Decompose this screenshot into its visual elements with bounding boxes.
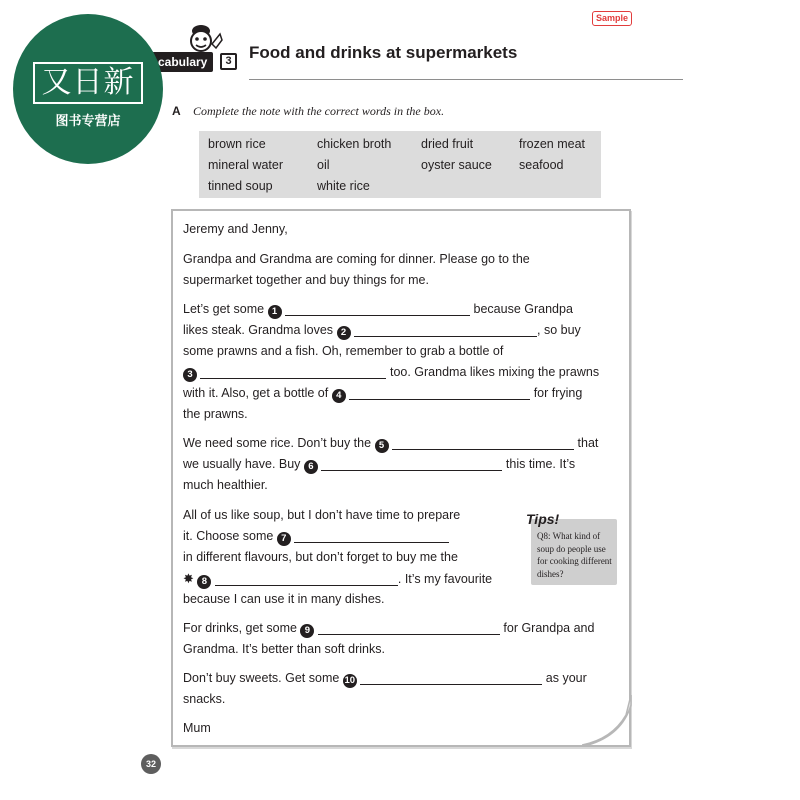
vocabulary-number: 3 bbox=[220, 53, 237, 70]
note-text: for frying bbox=[533, 386, 583, 400]
note-text: this time. It’s bbox=[505, 457, 576, 471]
note-greeting: Jeremy and Jenny, bbox=[183, 222, 288, 236]
star-icon: ✸ bbox=[183, 571, 194, 586]
note-signature: Mum bbox=[183, 721, 211, 735]
note-text: We need some rice. Don’t buy the bbox=[183, 436, 372, 450]
note-line: much healthier. bbox=[183, 478, 268, 492]
instruction-text: Complete the note with the correct words in the box. bbox=[193, 104, 445, 118]
note-text: with it. Also, get a bottle of bbox=[183, 386, 329, 400]
question-number: 1 bbox=[268, 305, 282, 319]
answer-blank-7[interactable] bbox=[294, 530, 449, 543]
note-line bbox=[183, 526, 449, 547]
question-number: 3 bbox=[183, 368, 197, 382]
tips-label: Tips! bbox=[526, 511, 560, 527]
note-line: the prawns. bbox=[183, 407, 248, 421]
note-text: Don’t buy sweets. Get some bbox=[183, 671, 340, 685]
answer-blank-10[interactable] bbox=[360, 672, 542, 685]
answer-blank-6[interactable] bbox=[321, 458, 502, 471]
word-item: tinned soup bbox=[208, 179, 273, 193]
note-line bbox=[183, 299, 573, 320]
logo-mark: 又日新 bbox=[33, 62, 143, 104]
note-line: snacks. bbox=[183, 692, 226, 706]
word-item: dried fruit bbox=[421, 137, 474, 151]
note-text: for Grandpa and bbox=[503, 621, 595, 635]
note-text: likes steak. Grandma loves bbox=[183, 323, 334, 337]
sample-badge: Sample bbox=[592, 11, 632, 26]
note-text: too. Grandma likes mixing the prawns bbox=[389, 365, 600, 379]
note-text: because Grandpa bbox=[473, 302, 573, 316]
answer-blank-8[interactable] bbox=[215, 573, 398, 586]
page-number: 32 bbox=[141, 754, 161, 774]
answer-blank-1[interactable] bbox=[285, 303, 470, 316]
word-item: mineral water bbox=[208, 158, 284, 172]
page-title: Food and drinks at supermarkets bbox=[249, 43, 518, 62]
question-number: 4 bbox=[332, 389, 346, 403]
word-item: oyster sauce bbox=[421, 158, 492, 172]
note-text: For drinks, get some bbox=[183, 621, 297, 635]
store-logo bbox=[13, 14, 163, 164]
note-text: , so buy bbox=[537, 323, 581, 337]
note-line: because I can use it in many dishes. bbox=[183, 592, 385, 606]
note-line bbox=[183, 454, 575, 475]
word-item: white rice bbox=[317, 179, 370, 193]
question-number: 9 bbox=[300, 624, 314, 638]
note-text: as your bbox=[545, 671, 587, 685]
note-text: Let’s get some bbox=[183, 302, 265, 316]
note-line bbox=[183, 433, 598, 454]
word-item: seafood bbox=[519, 158, 564, 172]
note-line bbox=[183, 362, 599, 383]
answer-blank-9[interactable] bbox=[318, 622, 500, 635]
word-item: frozen meat bbox=[519, 137, 586, 151]
word-item: oil bbox=[317, 158, 330, 172]
title-divider bbox=[249, 79, 683, 80]
answer-blank-4[interactable] bbox=[349, 387, 530, 400]
note-line bbox=[183, 668, 587, 689]
note-line bbox=[183, 383, 582, 404]
note-line bbox=[183, 618, 594, 639]
vocabulary-label: cabulary bbox=[152, 52, 213, 72]
question-number: 7 bbox=[277, 532, 291, 546]
word-item: brown rice bbox=[208, 137, 266, 151]
note-text: we usually have. Buy bbox=[183, 457, 301, 471]
note-text: that bbox=[577, 436, 599, 450]
tips-text: Q8: What kind of soup do people use for cooking different dishes? bbox=[537, 531, 612, 579]
note-line: some prawns and a fish. Oh, remember to grab a bottle of bbox=[183, 344, 504, 358]
section-letter: A bbox=[172, 104, 181, 118]
note-line: All of us like soup, but I don’t have time to prepare bbox=[183, 508, 461, 522]
question-number: 8 bbox=[197, 575, 211, 589]
answer-blank-2[interactable] bbox=[354, 324, 537, 337]
vocabulary-tag bbox=[150, 22, 245, 77]
question-number: 6 bbox=[304, 460, 318, 474]
note-text: . It’s my favourite bbox=[397, 572, 493, 586]
page-curl-icon bbox=[582, 695, 634, 747]
note-intro: Grandpa and Grandma are coming for dinner. Please go to the supermarket together and buy things for me. bbox=[183, 252, 530, 287]
answer-blank-3[interactable] bbox=[200, 366, 386, 379]
question-number: 10 bbox=[344, 675, 356, 686]
note-line bbox=[183, 568, 492, 590]
question-number: 2 bbox=[337, 326, 351, 340]
note-text: it. Choose some bbox=[183, 529, 274, 543]
logo-subtitle: 图书专营店 bbox=[55, 113, 121, 128]
note-line bbox=[183, 320, 581, 341]
word-item: chicken broth bbox=[317, 137, 392, 151]
note-line: in different flavours, but don’t forget to buy me the bbox=[183, 550, 458, 564]
note-line: Grandma. It’s better than soft drinks. bbox=[183, 642, 385, 656]
answer-blank-5[interactable] bbox=[392, 437, 574, 450]
question-number: 5 bbox=[375, 439, 389, 453]
